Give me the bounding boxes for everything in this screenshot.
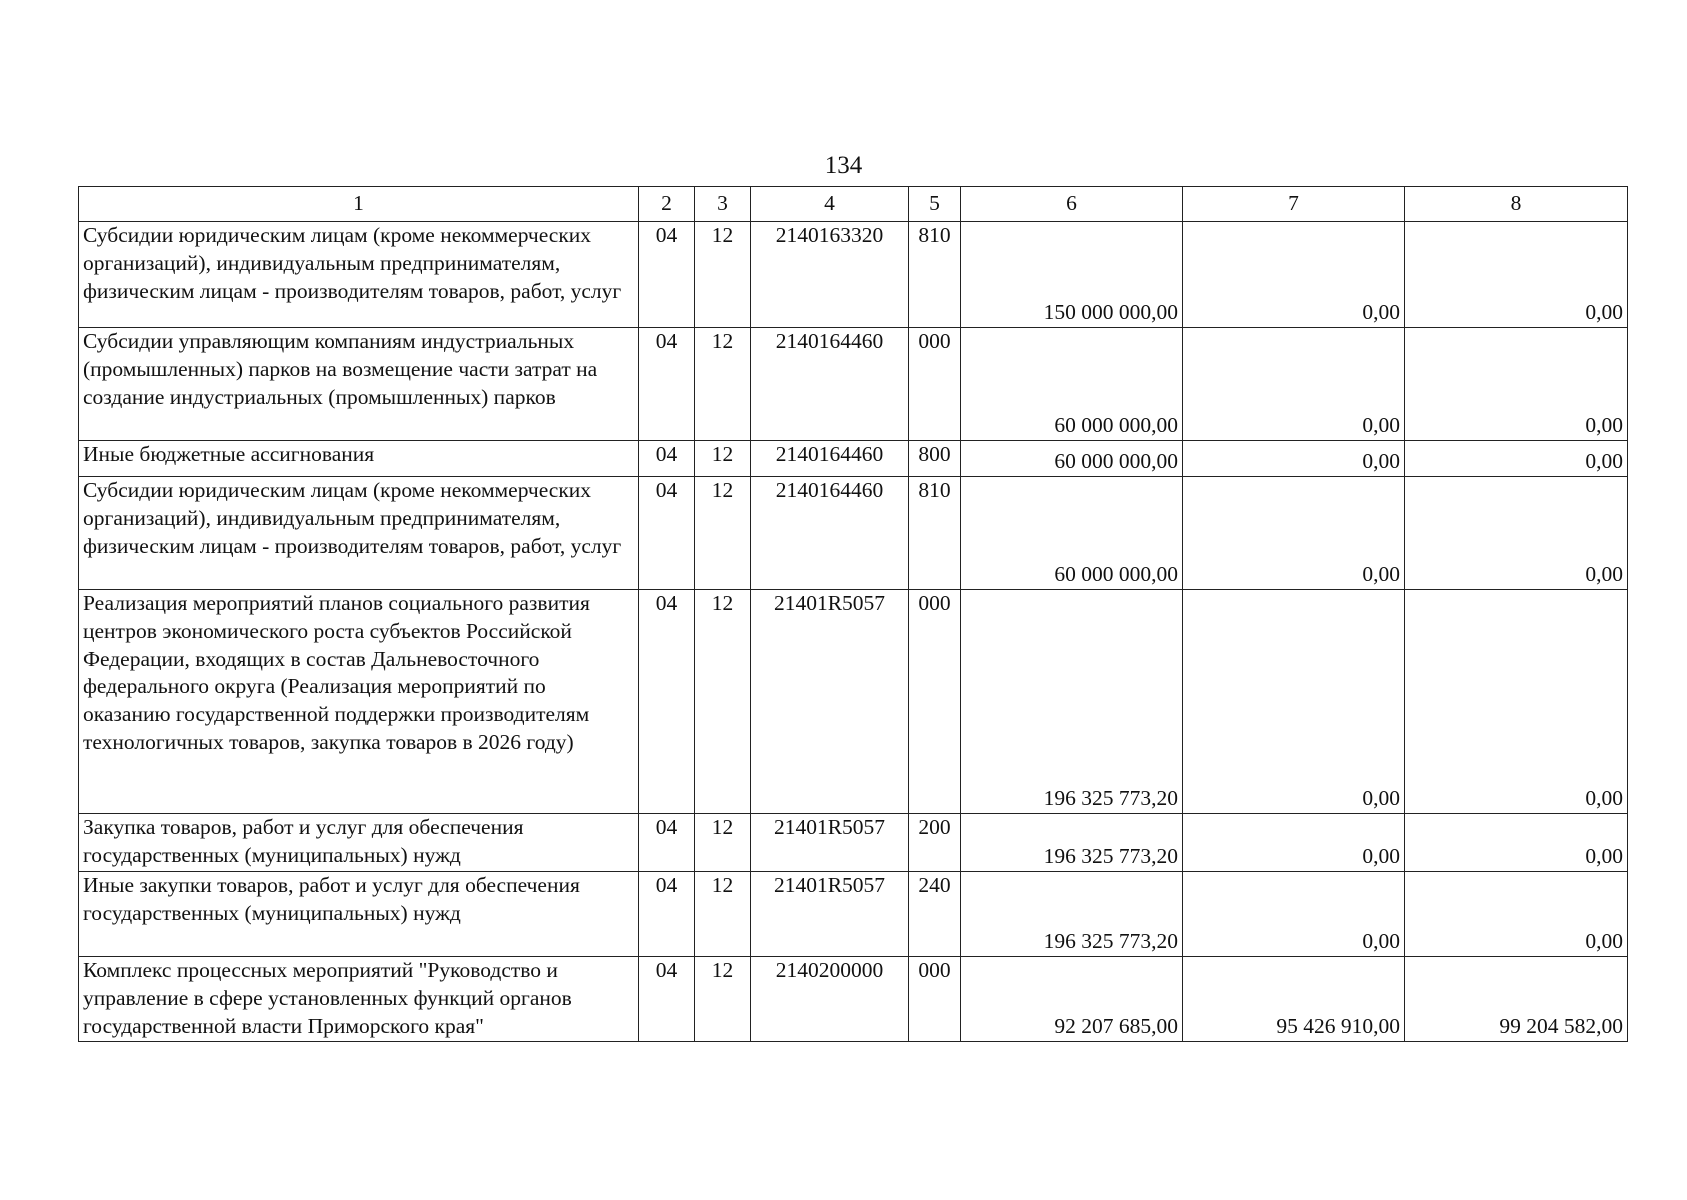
header-col-3: 3 bbox=[695, 187, 751, 222]
row-amount-6: 150 000 000,00 bbox=[961, 222, 1183, 328]
row-section: 04 bbox=[639, 477, 695, 590]
header-col-1: 1 bbox=[79, 187, 639, 222]
row-expense-type: 000 bbox=[909, 957, 961, 1042]
table-row bbox=[79, 328, 1628, 441]
row-name: Реализация мероприятий планов социального развития центров экономического роста субъектов Российской Федерации, входящих в состав Дальневосточного федерального округа (Реализация мероприятий по оказанию государственной поддержки производителям технологичных товаров, закупка товаров в 2026 году) bbox=[79, 590, 639, 814]
row-target-article: 21401R5057 bbox=[751, 590, 909, 814]
row-amount-7: 0,00 bbox=[1183, 814, 1405, 872]
row-amount-8: 0,00 bbox=[1405, 222, 1628, 328]
row-name: Иные бюджетные ассигнования bbox=[79, 441, 639, 477]
row-amount-6: 196 325 773,20 bbox=[961, 872, 1183, 957]
row-amount-7: 0,00 bbox=[1183, 328, 1405, 441]
row-expense-type: 200 bbox=[909, 814, 961, 872]
table-row bbox=[79, 957, 1628, 1042]
table-row bbox=[79, 477, 1628, 590]
row-subsection: 12 bbox=[695, 872, 751, 957]
row-section: 04 bbox=[639, 872, 695, 957]
row-amount-8: 0,00 bbox=[1405, 872, 1628, 957]
row-amount-6: 196 325 773,20 bbox=[961, 590, 1183, 814]
table-row bbox=[79, 814, 1628, 872]
row-subsection: 12 bbox=[695, 957, 751, 1042]
row-section: 04 bbox=[639, 441, 695, 477]
row-subsection: 12 bbox=[695, 477, 751, 590]
row-section: 04 bbox=[639, 222, 695, 328]
row-amount-6: 60 000 000,00 bbox=[961, 477, 1183, 590]
row-amount-8: 0,00 bbox=[1405, 814, 1628, 872]
row-name: Комплекс процессных мероприятий "Руководство и управление в сфере установленных функций органов государственной власти Приморского края" bbox=[79, 957, 639, 1042]
row-target-article: 21401R5057 bbox=[751, 814, 909, 872]
row-amount-7: 0,00 bbox=[1183, 477, 1405, 590]
row-subsection: 12 bbox=[695, 814, 751, 872]
row-amount-8: 0,00 bbox=[1405, 441, 1628, 477]
row-subsection: 12 bbox=[695, 328, 751, 441]
row-target-article: 2140200000 bbox=[751, 957, 909, 1042]
row-amount-6: 60 000 000,00 bbox=[961, 328, 1183, 441]
row-amount-8: 0,00 bbox=[1405, 590, 1628, 814]
row-subsection: 12 bbox=[695, 441, 751, 477]
row-name: Субсидии юридическим лицам (кроме некоммерческих организаций), индивидуальным предпринимателям, физическим лицам - производителям товаров, работ, услуг bbox=[79, 477, 639, 590]
row-expense-type: 800 bbox=[909, 441, 961, 477]
row-target-article: 2140164460 bbox=[751, 328, 909, 441]
table-row bbox=[79, 590, 1628, 814]
row-section: 04 bbox=[639, 814, 695, 872]
row-name: Субсидии юридическим лицам (кроме некоммерческих организаций), индивидуальным предпринимателям, физическим лицам - производителям товаров, работ, услуг bbox=[79, 222, 639, 328]
row-amount-6: 60 000 000,00 bbox=[961, 441, 1183, 477]
row-name: Закупка товаров, работ и услуг для обеспечения государственных (муниципальных) нужд bbox=[79, 814, 639, 872]
header-col-5: 5 bbox=[909, 187, 961, 222]
table-row bbox=[79, 872, 1628, 957]
table-row bbox=[79, 222, 1628, 328]
row-amount-7: 0,00 bbox=[1183, 441, 1405, 477]
row-amount-7: 0,00 bbox=[1183, 872, 1405, 957]
row-subsection: 12 bbox=[695, 222, 751, 328]
row-expense-type: 000 bbox=[909, 328, 961, 441]
row-amount-7: 0,00 bbox=[1183, 222, 1405, 328]
row-amount-6: 92 207 685,00 bbox=[961, 957, 1183, 1042]
row-expense-type: 000 bbox=[909, 590, 961, 814]
row-section: 04 bbox=[639, 590, 695, 814]
header-row bbox=[79, 187, 1628, 222]
row-subsection: 12 bbox=[695, 590, 751, 814]
header-col-2: 2 bbox=[639, 187, 695, 222]
row-target-article: 2140164460 bbox=[751, 477, 909, 590]
header-col-6: 6 bbox=[961, 187, 1183, 222]
row-name: Субсидии управляющим компаниям индустриальных (промышленных) парков на возмещение части затрат на создание индустриальных (промышленных) парков bbox=[79, 328, 639, 441]
row-name: Иные закупки товаров, работ и услуг для обеспечения государственных (муниципальных) нужд bbox=[79, 872, 639, 957]
row-amount-7: 0,00 bbox=[1183, 590, 1405, 814]
row-section: 04 bbox=[639, 328, 695, 441]
header-col-7: 7 bbox=[1183, 187, 1405, 222]
row-amount-8: 0,00 bbox=[1405, 477, 1628, 590]
row-expense-type: 810 bbox=[909, 477, 961, 590]
row-section: 04 bbox=[639, 957, 695, 1042]
row-expense-type: 810 bbox=[909, 222, 961, 328]
row-amount-8: 0,00 bbox=[1405, 328, 1628, 441]
row-amount-6: 196 325 773,20 bbox=[961, 814, 1183, 872]
row-amount-8: 99 204 582,00 bbox=[1405, 957, 1628, 1042]
row-target-article: 2140163320 bbox=[751, 222, 909, 328]
header-col-8: 8 bbox=[1405, 187, 1628, 222]
row-target-article: 2140164460 bbox=[751, 441, 909, 477]
budget-table bbox=[78, 186, 1628, 1042]
row-expense-type: 240 bbox=[909, 872, 961, 957]
row-target-article: 21401R5057 bbox=[751, 872, 909, 957]
row-amount-7: 95 426 910,00 bbox=[1183, 957, 1405, 1042]
page-number: 134 bbox=[824, 152, 863, 179]
table-row bbox=[79, 441, 1628, 477]
header-col-4: 4 bbox=[751, 187, 909, 222]
